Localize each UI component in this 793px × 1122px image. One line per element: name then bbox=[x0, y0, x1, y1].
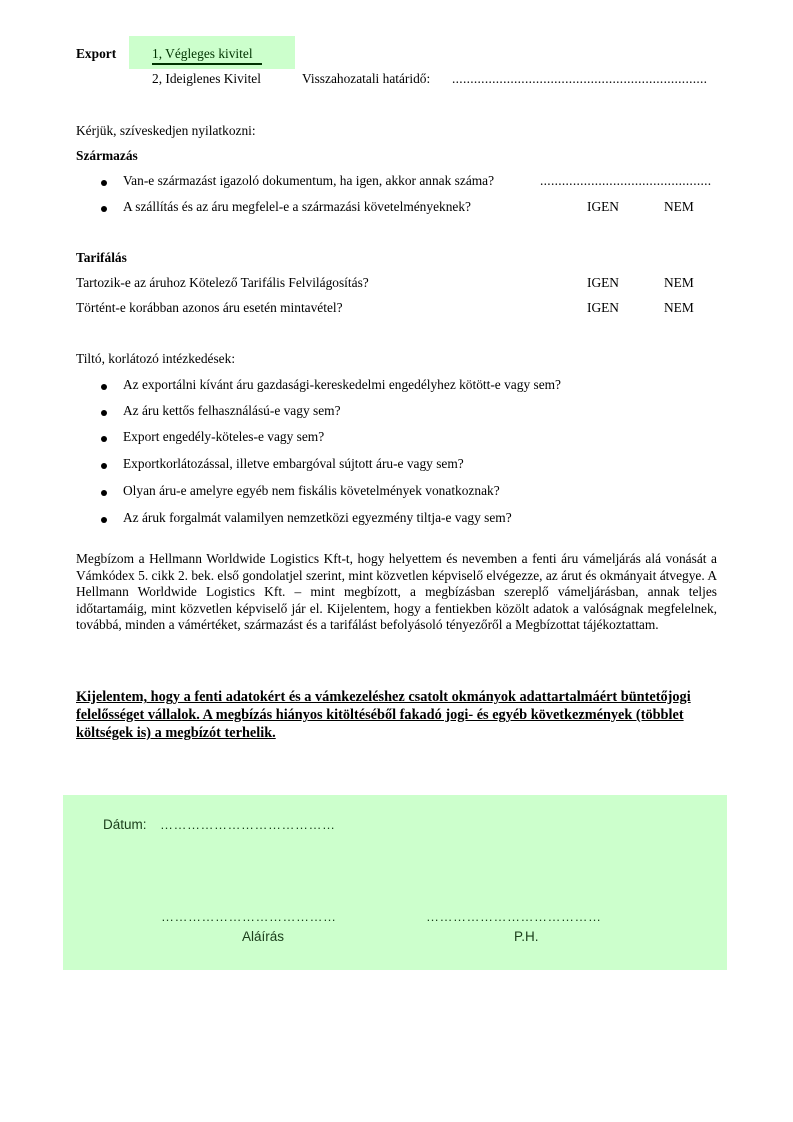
signature-label: Aláírás bbox=[242, 929, 285, 944]
export-label: Export bbox=[76, 46, 117, 61]
bullet-icon bbox=[101, 180, 107, 186]
bullet-icon bbox=[101, 436, 107, 442]
origin-document-number-field[interactable]: ............................................... bbox=[540, 173, 712, 188]
yes-option[interactable]: IGEN bbox=[587, 300, 619, 315]
yes-option[interactable]: IGEN bbox=[587, 275, 619, 290]
return-deadline-field[interactable]: ...................................................................... bbox=[452, 71, 708, 86]
tariff-question: Történt-e korábban azonos áru esetén mintavétel? bbox=[76, 300, 343, 315]
no-option[interactable]: NEM bbox=[664, 300, 694, 315]
bullet-icon bbox=[101, 517, 107, 523]
bullet-icon bbox=[101, 490, 107, 496]
tariff-question: Tartozik-e az áruhoz Kötelező Tarifális Felvilágosítás? bbox=[76, 275, 369, 290]
prohibition-text: Az exportálni kívánt áru gazdasági-kereskedelmi engedélyhez kötött-e vagy sem? bbox=[123, 377, 561, 392]
signature-field[interactable]: ………………………………… bbox=[161, 909, 337, 924]
stamp-field[interactable]: ………………………………… bbox=[426, 909, 602, 924]
origin-heading: Származás bbox=[76, 148, 138, 163]
final-export-option[interactable]: 1, Végleges kivitel bbox=[152, 46, 253, 61]
yes-option[interactable]: IGEN bbox=[587, 199, 619, 214]
prohibition-text: Exportkorlátozással, illetve embargóval sújtott áru-e vagy sem? bbox=[123, 456, 464, 471]
bullet-icon bbox=[101, 410, 107, 416]
tariff-heading: Tarifálás bbox=[76, 250, 127, 265]
temporary-export-option[interactable]: 2, Ideiglenes Kivitel bbox=[152, 71, 261, 86]
prohibition-text: Az áru kettős felhasználású-e vagy sem? bbox=[123, 403, 341, 418]
stamp-label: P.H. bbox=[514, 929, 539, 944]
origin-question: Van-e származást igazoló dokumentum, ha igen, akkor annak száma? bbox=[123, 173, 495, 188]
declare-intro: Kérjük, szíveskedjen nyilatkozni: bbox=[76, 123, 256, 138]
bullet-icon bbox=[101, 384, 107, 390]
prohibition-text: Export engedély-köteles-e vagy sem? bbox=[123, 429, 325, 444]
return-deadline-label: Visszahozatali határidő: bbox=[302, 71, 431, 86]
prohibition-text: Olyan áru-e amelyre egyéb nem fiskális követelmények vonatkoznak? bbox=[123, 483, 500, 498]
selected-option-underline bbox=[152, 63, 262, 65]
liability-declaration: Kijelentem, hogy a fenti adatokért és a vámkezeléshez csatolt okmányok adattartalmáért büntetőjogi felelősséget vállalok. A megbízás hiányos kitöltéséből fakadó jogi- és egyéb következmények (többlet költségek is) a megbízót terhelik. bbox=[76, 689, 691, 741]
bullet-icon bbox=[101, 463, 107, 469]
date-field[interactable]: ………………………………… bbox=[160, 817, 336, 832]
prohibitions-heading: Tiltó, korlátozó intézkedések: bbox=[76, 351, 236, 366]
bullet-icon bbox=[101, 206, 107, 212]
no-option[interactable]: NEM bbox=[664, 275, 694, 290]
date-label: Dátum: bbox=[103, 817, 147, 832]
no-option[interactable]: NEM bbox=[664, 199, 694, 214]
origin-question: A szállítás és az áru megfelel-e a származási követelményeknek? bbox=[123, 199, 471, 214]
prohibition-text: Az áruk forgalmát valamilyen nemzetközi egyezmény tiltja-e vagy sem? bbox=[123, 510, 512, 525]
mandate-paragraph: Megbízom a Hellmann Worldwide Logistics Kft-t, hogy helyettem és nevemben a fenti áru vámeljárás alá vonását a Vámkódex 5. cikk 2. bek. első gondolatjel szerint, mint közvetlen képviselő elvégezze, az árut és okmányait átvegye. A Hellmann Worldwide Logistics Kft. – mint megbízott, a megbízásban szereplő vámeljárásban, annak teljes időtartamáig, mint közvetlen képviselő jár el. Kijelentem, hogy a fentiekben közölt adatok a valóságnak megfelelnek, továbbá, minden a vámértéket, származást és a tarifálást befolyásoló tényezőről a Megbízottat tájékoztattam. bbox=[76, 551, 717, 633]
